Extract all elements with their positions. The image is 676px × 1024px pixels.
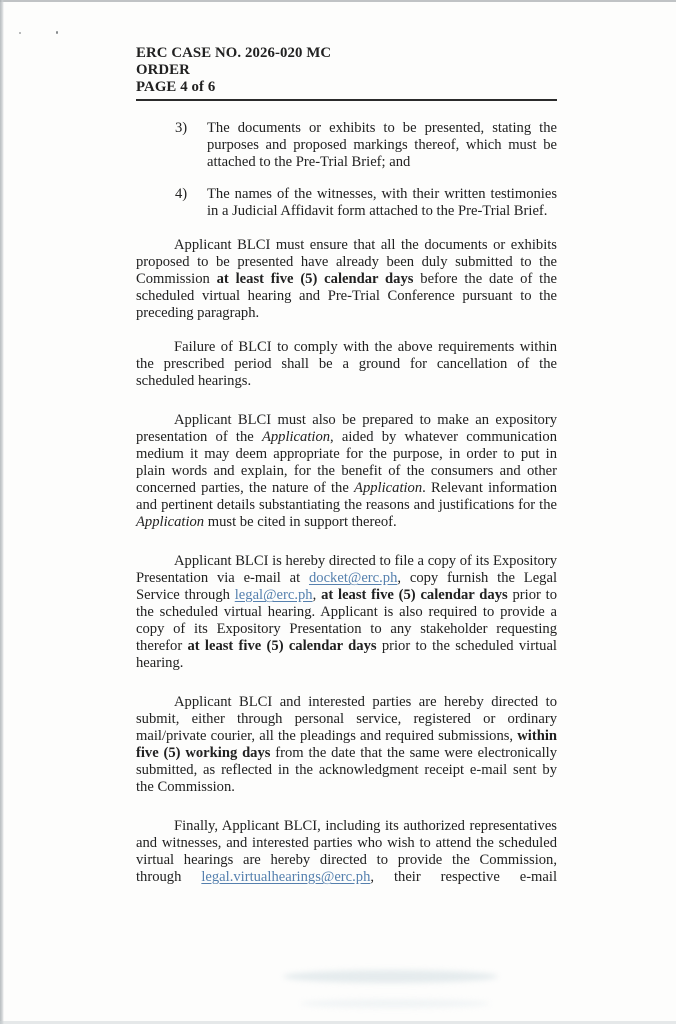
text-run: Application <box>136 514 205 530</box>
text-run: . Relevant information and pertinent details substantiating the reasons and justifications for the <box>136 480 557 513</box>
document-header <box>136 45 557 101</box>
body-paragraphs <box>136 237 557 886</box>
numbered-list <box>136 120 557 220</box>
list-item-text <box>207 186 557 220</box>
email-link[interactable]: legal@erc.ph <box>234 587 313 603</box>
page-indicator: PAGE 4 of 6 <box>136 79 216 95</box>
text-run: The names of the witnesses, with their written testimonies in a Judicial Affidavit form attached to the Pre-Trial Brief. <box>207 186 557 219</box>
document-content <box>136 45 557 901</box>
text-run: , their respective e-mail <box>370 869 557 885</box>
bleed-through-smudge <box>283 970 498 983</box>
paragraph <box>136 553 557 672</box>
paragraph <box>136 818 557 886</box>
text-run: Applicant BLCI is hereby directed to file a copy of its Expository Presentation via e-mail at <box>136 553 557 586</box>
bleed-through-smudge <box>300 999 490 1008</box>
list-item-number: 4) <box>175 186 188 202</box>
ink-speck <box>56 31 58 34</box>
text-run: Application <box>261 429 331 445</box>
header-rule <box>136 99 557 101</box>
text-run: Applicant BLCI must also be prepared to make an expository presentation of the <box>136 412 557 445</box>
text-run: , copy furnish the Legal Service through <box>136 570 557 603</box>
text-run: at least five (5) calendar days <box>321 587 508 603</box>
scan-edge-top <box>0 0 676 2</box>
text-run: within five (5) working days <box>136 728 557 761</box>
text-run: at least five (5) calendar days <box>187 638 377 654</box>
text-run: The documents or exhibits to be presented, stating the purposes and proposed markings thereof, which must be attached to the Pre-Trial Brief; and <box>207 120 557 170</box>
text-run: , <box>312 587 322 603</box>
text-run: Application <box>354 480 423 496</box>
case-number: ERC CASE NO. 2026-020 MC <box>136 45 332 61</box>
list-item <box>136 120 557 171</box>
text-run: prior to the scheduled virtual hearing. Applicant is also required to provide a copy of its Expository Presentation to any stakeholder requesting therefor <box>136 587 557 654</box>
text-run: from the date that the same were electronically submitted, as reflected in the acknowledgment receipt e-mail sent by the Commission. <box>136 745 557 795</box>
text-run: Failure of BLCI to comply with the above requirements within the prescribed period shall be a ground for cancellation of the scheduled hearings. <box>136 339 557 389</box>
list-item-text <box>207 120 557 171</box>
scan-edge-left <box>0 0 4 1024</box>
text-run: prior to the scheduled virtual hearing. <box>136 638 557 671</box>
text-run: must be cited in support thereof. <box>204 514 397 530</box>
email-link[interactable]: legal.virtualhearings@erc.ph <box>201 869 371 885</box>
ink-speck <box>19 32 21 34</box>
paragraph <box>136 694 557 796</box>
text-run: before the date of the scheduled virtual hearing and Pre-Trial Conference pursuant to the preceding paragraph. <box>136 271 557 321</box>
paragraph <box>136 339 557 390</box>
list-item-number: 3) <box>175 120 188 136</box>
paragraph <box>136 412 557 531</box>
list-item <box>136 186 557 220</box>
text-run: Applicant BLCI and interested parties are hereby directed to submit, either through personal service, registered or ordinary mail/private courier, all the pleadings and required submissions, <box>136 694 557 744</box>
text-run: Applicant BLCI must ensure that all the documents or exhibits proposed to be presented have already been duly submitted to the Commission <box>136 237 557 287</box>
text-run: Finally, Applicant BLCI, including its authorized representatives and witnesses, and interested parties who wish to attend the scheduled virtual hearings are hereby directed to provide the Commission, through <box>136 818 557 885</box>
text-run: at least five (5) calendar days <box>216 271 414 287</box>
email-link[interactable]: docket@erc.ph <box>308 570 398 586</box>
text-run: , aided by whatever communication medium it may deem appropriate for the purpose, in order to put in plain words and explain, for the benefit of the consumers and other concerned parties, the nature of the <box>136 429 557 496</box>
document-type-title: ORDER <box>136 62 190 78</box>
paragraph <box>136 237 557 322</box>
